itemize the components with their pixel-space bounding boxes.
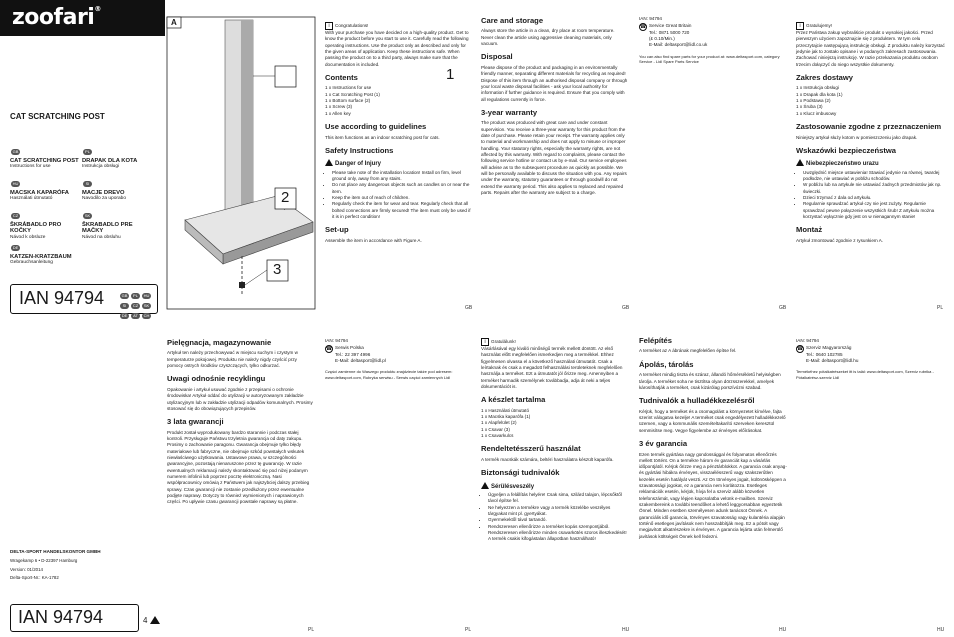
cover-lang-entry [82, 172, 152, 201]
lang-code-badge: GB [12, 149, 19, 154]
pl-safety-heading: Wskazówki bezpieczeństwa [796, 145, 897, 155]
gb-care-text: Always store the article in a clean, dry place at room temperature. Never clean the article using aggressive cleaning materials, only vacuum. [481, 28, 615, 47]
footer-pl-2: PL [308, 627, 315, 633]
gb-service-block [649, 23, 707, 48]
hu-use-text: A termék macskák számára, beltéri használatra készült kaparófa. [481, 456, 614, 462]
cover-lang-name: CAT SCRATCHING POST [10, 158, 79, 164]
warning-icon [481, 482, 489, 489]
service-line: Tel.: 0640 102785 [806, 351, 843, 357]
safety-item: • Gyermekektől távol tartandó. [488, 517, 628, 523]
pl-col-1 [796, 22, 946, 244]
brand-bar [0, 0, 165, 36]
figure-a-drawing [165, 0, 320, 318]
gb-col-2 [481, 16, 628, 196]
safety-item: • Regularnie sprawdzać artykuł czy nie jest zużyty. Regularnie sprawdzać pewne połączenie wszystkich śrub! Z artykułu można korzystać wyłącznie gdy jest on w nienagannym stanie! [803, 201, 946, 220]
safety-item: • Regularly check the item for wear and tear. Regularly check that all bolted connections are firmly secured! The item must only be used if it is in perfect condition! [332, 201, 472, 220]
lang-badge: AT [131, 313, 140, 319]
gb-setup-text: Assemble the item in accordance with Figure A. [325, 237, 422, 243]
info-icon: i [481, 338, 489, 346]
info-icon: i [325, 22, 333, 30]
lang-badge: SK [143, 303, 150, 308]
delta-number: Delta-Sport-Nr.: KA-1782 [10, 575, 59, 580]
company-address: Wragekamp 6 • D-22397 Hamburg [10, 558, 78, 563]
hu-setup-text: A terméket az A ábrának megfelelően építse fel. [639, 348, 737, 354]
hu-service-block [806, 345, 858, 364]
figure-label: A [171, 18, 177, 27]
cover-lang-entry [10, 172, 80, 201]
service-line: E-Mail: deltasport@lidl.co.uk [649, 42, 708, 48]
service-line: Tel.: 22 397 4996 [335, 351, 371, 357]
pl-use-heading: Zastosowanie zgodne z przeznaczeniem [796, 122, 942, 132]
gb-safety-list [325, 170, 472, 221]
hu-danger-heading: Sérülésveszély [491, 483, 535, 490]
contents-item: 1 x Cat Scratching Post (1) [325, 91, 380, 97]
hu-care-heading: Ápolás, tárolás [639, 359, 694, 369]
pl-congrats: Gratulujemy! [806, 23, 833, 29]
gb-ian: IAN: 94794 [639, 16, 662, 21]
cover-lang-name: ŠKRABADLO PRE MAČKY [82, 222, 133, 235]
gb-use-heading: Use according to guidelines [325, 122, 427, 132]
gb-care-heading: Care and storage [481, 16, 544, 25]
hu-care-text: A terméket mindig tiszta és száraz, állandó hőmérsékletű helyiségben tárolja. A terméket soha ne tisztítsa olyan dörzsszerekkel, amelyek károsíthatják a terméket, csak kizárólag porszívózni szabad. [639, 372, 781, 390]
service-line: Serwis Polska [335, 345, 364, 351]
gb-contents-list [325, 85, 472, 117]
lang-badge: CZ [132, 303, 139, 308]
pl-contents-list [796, 85, 946, 117]
contents-item: 1 x Podstawa (2) [796, 98, 831, 104]
hu-ian: IAN: 94794 [796, 338, 819, 343]
service-line: (£ 0.10/Min.) [649, 35, 675, 41]
company-name: DELTA-SPORT HANDELSKONTOR GMBH [10, 549, 101, 554]
cover-lang-badges [119, 289, 155, 319]
service-line: Service Great Britain [649, 23, 692, 29]
pl-safety-list [796, 170, 946, 221]
cover-lang-name: ŠKRÁBADLO PRO KOČKY [10, 222, 62, 235]
pl-care-heading: Pielęgnacja, magazynowanie [167, 338, 272, 347]
safety-item: • W pobliżu lub na artykule nie ustawiać żadnych przedmiotów jak np. świeczki. [803, 182, 946, 195]
pl-disposal-text: Opakowanie i artykuł usuwać zgodnie z przepisami o ochronie środowiska! Artykuł oddać do utylizacji w autoryzowanym zakładzie utylizacyjnym lub w zakładzie utylizacji odpadów komunalnych. Prosimy stosować się do obowiązujących przepisów. [167, 386, 313, 411]
service-line: E-Mail: deltasport@lidl.pl [335, 357, 386, 363]
pl-spare-note: Części zamienne do Waszego produktu znajdziecie także pod adresem: www.deltasport.com, Rubryka serwisu - Serwis części zamiennych Lidl [325, 369, 453, 380]
hu-intro: Vásárlásával egy kiváló minőségű termék mellett döntött. Az első használat előtt megfelelően ismerkedjen meg a termékkel. Ehhez figyelmesen olvassa el a következő használati útmutatót. Csak a leírtaknak és csak a megadott felhasználási területeknek megfelelően használja a terméket. Ezt a útmutatót jól őrizze meg. Amennyiben a terméket harmadik személynek továbbadja, adja át neki a teljes dokumentációt is. [481, 346, 623, 389]
registered-mark: ® [94, 5, 101, 13]
hu-col-2 [639, 336, 787, 540]
cover-lang-sub: Navodilo za uporabo [82, 196, 127, 202]
gb-congrats: Congratulations! [335, 23, 369, 29]
cover-lang-sub: Instructions for use [10, 164, 51, 170]
safety-item: • Uwzględnić miejsce ustawienia! Stawiać jedynie na równej, twardej podłodze, nie ustawiać w pobliżu schodów. [803, 170, 946, 183]
footer-hu-3: HU [937, 627, 945, 633]
contents-item: 1 x Használati útmutató [481, 407, 530, 413]
warning-icon [796, 159, 804, 166]
lang-code-badge: CZ [12, 213, 19, 218]
gb-danger-heading: Danger of Injury [335, 161, 382, 168]
hu-safety-heading: Biztonsági tudnivalók [481, 468, 560, 478]
cover-lang-entry [10, 204, 80, 240]
hu-use-heading: Rendeltetésszerű használat [481, 444, 581, 454]
contents-item: 1 x Macska kaparófa (1) [481, 414, 531, 420]
footer-hu-1: HU [622, 627, 630, 633]
hu-warranty-heading: 3 év garancia [639, 439, 688, 449]
hu-col-1 [481, 338, 628, 544]
back-ian-frame [10, 604, 139, 632]
brand-logo [12, 5, 101, 30]
hu-disposal-heading: Tudnivalók a hulladékkezelésről [639, 396, 755, 406]
gb-safety-heading: Safety Instructions [325, 145, 394, 155]
safety-item: • Do not place any dangerous objects such as candles on or near the item. [332, 182, 472, 195]
safety-item: • Please take note of the installation location! Install on firm, level ground only, away from any stairs. [332, 170, 472, 183]
contents-item: 1 x Csavar (3) [481, 426, 510, 432]
cover-lang-sub: Návod na obsluhu [82, 234, 121, 240]
footer-hu-2: HU [779, 627, 787, 633]
cover-lang-entry [82, 204, 152, 240]
gb-use-text: This item functions as an indoor scratching post for cats. [325, 134, 440, 140]
gb-disposal-text: Please dispose of the product and packaging in an environmentally friendly manner, separating different materials for recycling as required! Dispose of this item through an authorised disposal company or through your local waste disposal facilities - ask your local authority for information if further guidance is required. Ensure that you comply with all regulations currently in force. [481, 64, 628, 102]
pl-setup-heading: Montaż [796, 225, 823, 235]
contents-item: 1 x Klucz imbusowy [796, 110, 837, 116]
contents-item: 1 x Instructions for use [325, 85, 372, 91]
footer-pl-1: PL [937, 305, 944, 311]
safety-item: • Rendszeresen ellenőrizze a terméket kopás szempontjából. Rendszeresen ellenőrizze minden csavarkötés szoros illeszkedését! A termék csakis kifogástalan állapotban használható! [488, 524, 628, 543]
pl-disposal-heading: Uwagi odnośnie recyklingu [167, 374, 266, 384]
service-icon: ☎ [640, 24, 647, 31]
safety-item: • Ne helyezzen a termékre vagy a termék közelébe veszélyes tárgyakat mint pl. gyertyákat. [488, 505, 628, 518]
lang-badge: HU [143, 293, 150, 298]
callout-1: 1 [446, 66, 455, 83]
cover-lang-entry [82, 140, 152, 169]
cover-lang-sub: Használati útmutató [10, 196, 53, 202]
footer-gb-3: GB [779, 305, 787, 311]
contents-item: 1 x Drapak dla kota (1) [796, 91, 843, 97]
gb-spare-note: You can also find spare parts for your product at: www.deltasport.com, category Service - Lidl Spare Parts Service [639, 53, 780, 65]
callout-3: 3 [273, 261, 282, 278]
footer-gb-2: GB [622, 305, 630, 311]
lang-badge: GB [121, 293, 128, 298]
lang-badge: CH [143, 313, 150, 318]
hu-warranty-text: Ezen termék gyártása nagy gondossággal és folyamatos ellenőrzés mellett történt. On a termékre három év garanciát kap a vásárlás időpontjától. Kérjük őrizze meg a pénztárblokkot. A garancia csak anyag- és gyártási hibákra érvényes, visszaélésszerű vagy szakszerűtlen kezelés esetén hatályát veszti. Az On törvényes jogait, különösképpen a szavatossági jogokat, ez a garancia nem korlátozza. Esetleges reklamációk esetén, kérjük, hívja fel a szerviz alább közvetlen telefonszámát, vagy lépjen kapcsolatba velünk e-mailben. Szerviz szakembereink a további teendőket a lehető leggyorsabban egyeztetik Önnel. Minden esetben személyesen adunk tanácsot Önnek. A garanciális idő garancia, törvényes szavatosság vagy kulantéria alapján történő esetleges javítások nem hosszabbítják meg. Ez a pótolt vagy megjavított alkatrészekre is érvényes. A garancia lejárta után felmerülő javítások költségeit Önnek kell fedezni. [639, 451, 787, 539]
pl-contents-heading: Zakres dostawy [796, 72, 853, 82]
hu-contents-heading: A készlet tartalma [481, 395, 546, 405]
contents-item: 1 x Alapfelület (2) [481, 420, 517, 426]
pl-danger-heading: Niebezpieczeństwo urazu [806, 161, 879, 168]
service-icon: ☎ [797, 346, 804, 353]
page-number: 4 [143, 616, 148, 625]
safety-item: • Ügyeljen a felállítás helyére! Csak sima, szilárd talajon, lépcsőktől távol építse fel. [488, 492, 628, 505]
warning-icon [325, 159, 333, 166]
pl-col-2 [167, 338, 314, 506]
contents-item: 1 x Śruba (3) [796, 104, 823, 110]
lang-code-badge: PL [83, 149, 92, 155]
safety-item: • Dzieci trzymać z dala od artykułu. [803, 195, 946, 201]
gb-col-1 [325, 22, 472, 244]
gb-col-3 [639, 16, 787, 65]
pl-care-text: Artykuł ten należy przechowywać w miejscu suchym i czystym w temperaturze pokojowej. Produktu nie należy nigdy czyścić przy pomocy ostrych środków czyszczących, tylko odkurzać. [167, 350, 298, 369]
cover-lang-name: KATZEN-KRATZBAUM [10, 254, 72, 260]
service-icon: ☎ [326, 346, 333, 353]
service-line: Tel.: 0871 5000 720 [649, 29, 690, 35]
product-title: CAT SCRATCHING POST [10, 112, 105, 121]
pl-setup-text: Artykuł zmontować zgodnie z rysunkiem A. [796, 237, 884, 243]
pl-warranty-heading: 3 lata gwarancji [167, 417, 224, 427]
cover-lang-name: MACJE DREVO [82, 190, 125, 196]
service-line: Szerviz Magyarország [806, 345, 852, 351]
footer-pl-3: PL [465, 627, 472, 633]
gb-disposal-heading: Disposal [481, 52, 513, 62]
service-line: E-Mail: deltasport@lidl.hu [806, 357, 859, 363]
contents-item: 1 x Bottom surface (2) [325, 98, 371, 104]
pl-use-text: Niniejszy artykuł służy kotom w pomieszczeniu jako drapak. [796, 134, 918, 140]
cover-panel [0, 0, 165, 318]
pl-warranty-text: Produkt został wyprodukowany bardzo starannie i podczas stałej kontroli. Przysługuje Państwu trzyletnia gwarancja od daty zakupu. Prosimy o zachowanie paragonu. Gwarancja obejmuje tylko błędy materiałowe lub fabryczne, nie obejmuje szkód powstałych wskutek niewłaściwego użytkowania. Ustawowe prawa, w szczególności gwarancyjne, pozostają nienaruszone przez tę gwarancję. W razie ewentualnych reklamacji należy skontaktować się pod niżej podanym numerem infolinii lub poprzez pocztę elektroniczną. Nasi współpracownicy omówią z Państwem jak najszybciej dalszy przebieg sprawy. Czas gwarancji nie zostanie przedłużony przez ewentualne podjęte naprawy. Dotyczy to również wymienionych i naprawionych części. Po upływie czasu gwarancji powstałe naprawy są płatne. [167, 429, 310, 505]
cover-ian-box [10, 284, 158, 318]
hu-contents-list [481, 408, 628, 440]
hu-safety-list [481, 492, 628, 543]
gb-setup-heading: Set-up [325, 225, 349, 235]
back-panel [0, 330, 165, 636]
gb-contents-heading: Contents [325, 72, 358, 82]
info-icon: i [796, 22, 804, 30]
hu-col-3 [796, 338, 946, 380]
gb-warranty-text: The product was produced with great care and under constant supervision. You receive a three-year warranty for this product from the date of purchase. Please retain your receipt. The warranty applies only to material and workmanship and does not apply to misuse or improper handling. Your statutory rights, especially the warranty rights, are not affected by this warranty. With regard to complaints, please contact the following service hotline or contact us by e-mail. Our service employees will advise as to the subsequent procedure as quickly as possible. We will be personally available to discuss the situation with you. Any repairs under the warranty, statutory guarantees or through goodwill do not extend the warranty period. This also applies to replaced and repaired parts. Repairs after the warranty are subject to a charge. [481, 120, 627, 195]
cover-lang-sub: Návod k obsluze [10, 234, 46, 240]
lang-badge: PL [131, 293, 140, 299]
cover-lang-name: DRAPAK DLA KOTA [82, 158, 138, 164]
back-ian: IAN 94794 [18, 607, 104, 627]
lang-code-badge: SK [84, 213, 91, 218]
cover-lang-sub: Instrukcja obsługi [82, 164, 120, 170]
contents-item: 1 x Screw (3) [325, 104, 353, 110]
brand-logo-text: zoofari [12, 5, 95, 30]
safety-item: • Keep the item out of reach of children. [332, 195, 472, 201]
cover-lang-entry [10, 236, 80, 265]
gb-intro: With your purchase you have decided on a high-quality product. Get to know the product before you start to use it. Carefully read the following operating instructions. Use the product only as described and only for the given areas of application. Keep these instructions safe. When passing the product on to a third party, always make sure that the documentation is included. [325, 30, 469, 67]
version-text: Version: 01/2014 [10, 567, 43, 572]
callout-2: 2 [281, 189, 290, 206]
hu-setup-heading: Felépítés [639, 336, 672, 345]
lang-badge: DE [121, 313, 128, 318]
gb-warranty-heading: 3-year warranty [481, 107, 538, 117]
hu-disposal-text: Kérjük, hogy a terméket és a csomagolást a környezetet kímélve, fajta szerint válogatva kezelje! A terméket csak engedélyezett hulladékkezelő üzemen, vagy a kommunális szemételtakarító szerveken keresztül semmisítse meg. Vegye figyelembe az érvényes előírásokat. [639, 408, 786, 433]
cover-lang-sub: Gebrauchsanleitung [10, 260, 53, 266]
pl-col-3 [325, 338, 473, 380]
contents-item: 1 x Instrukcja obsługi [796, 85, 839, 91]
callout-box-1 [275, 66, 296, 87]
hu-congrats: Gratulálunk! [491, 339, 516, 345]
footer-gb-1: GB [465, 305, 473, 311]
cover-lang-entry [10, 140, 80, 169]
lang-code-badge: DE [12, 245, 19, 250]
lang-code-badge: SI [83, 181, 92, 187]
hu-spare-note: Termékéhez pótalkatrészeket itt is talál: www.deltasport.com, Szerviz rubrika - Pótalkatrész-szerviz Lidl [796, 369, 934, 380]
warning-triangle-icon [150, 616, 160, 624]
pl-intro: Przez Państwa zakup wybraliście produkt o wysokiej jakości. Przed pierwszym użyciem zapoznajcie się z produktem. W tym celu przeczytajcie następującą instrukcję obsługi. Z produktu należy korzystać jedynie jak to zostało opisane i w podanych zakresach zastosowania. Zachować niniejszą instrukcję. W razie przekazania produktu osobom trzecim dołączyć do niego wszystkie dokumenty. [796, 30, 945, 67]
pl-ian: IAN: 94794 [325, 338, 348, 343]
screw [239, 282, 245, 288]
lang-code-badge: HU [12, 181, 19, 186]
contents-item: 1 x Allen key [325, 110, 351, 116]
pl-service-block [335, 345, 386, 364]
contents-item: 1 x Csavarkulcs [481, 433, 514, 439]
lang-badge: SI [120, 303, 129, 309]
cover-lang-name: MACSKA KAPARÓFA [10, 190, 69, 196]
cover-ian: IAN 94794 [19, 288, 105, 308]
